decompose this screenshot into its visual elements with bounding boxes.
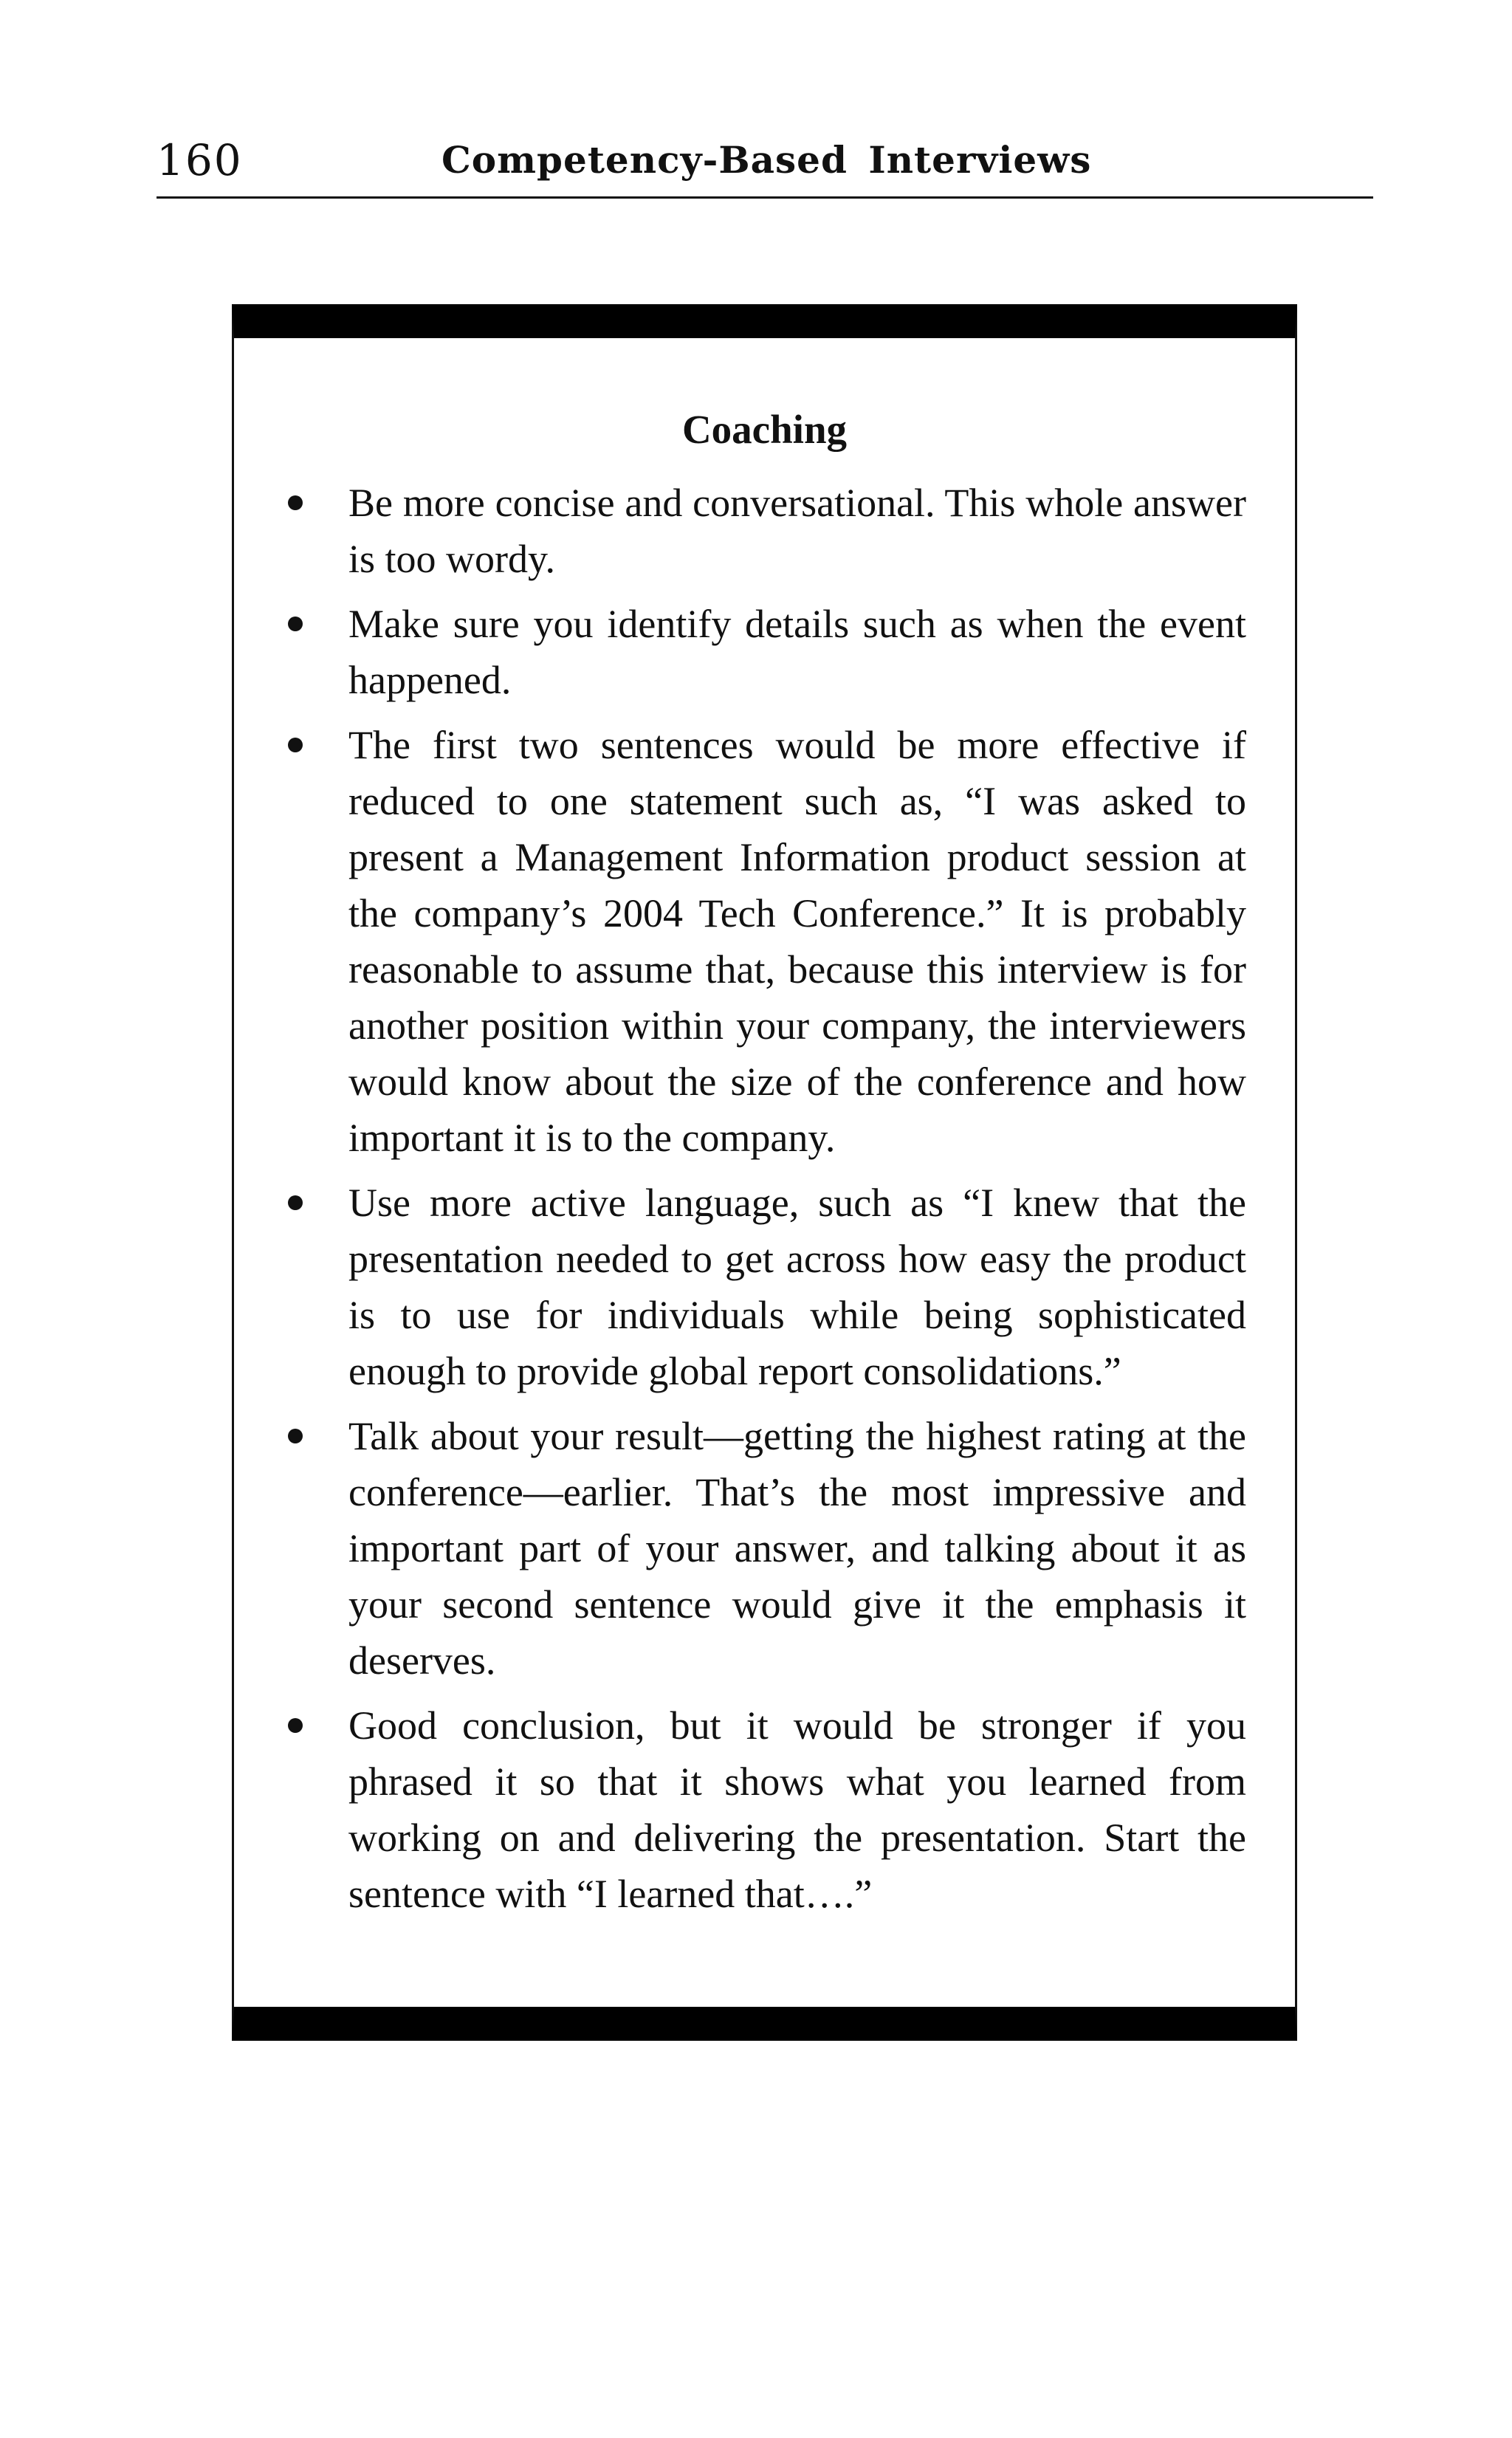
bullet-icon xyxy=(288,495,303,510)
book-title: Competency-Based Interviews xyxy=(441,138,1092,182)
bullet-icon xyxy=(288,1718,303,1733)
list-item xyxy=(348,717,1246,1166)
coaching-list xyxy=(234,475,1295,1931)
bullet-icon xyxy=(288,1195,303,1210)
coaching-box xyxy=(232,304,1297,2041)
list-item-text: The first two sentences would be more effective if reduced to one statement such as, “I was asked to present a Management Information product session at the company’s 2004 Tech Conference.” It is probably reasonable to assume that, because this interview is for another position within your company, the interviewers would know about the size of the conference and how important it is to the company. xyxy=(348,723,1246,1160)
list-item-text: Talk about your result—getting the highest rating at the conference—earlier. That’s the most impressive and important part of your answer, and talking about it as your second sentence would give it the emphasis it deserves. xyxy=(348,1414,1246,1683)
page-number: 160 xyxy=(157,135,243,185)
list-item xyxy=(348,475,1246,587)
running-head xyxy=(157,135,1373,199)
bullet-icon xyxy=(288,738,303,752)
list-item-text: Make sure you identify details such as when the event happened. xyxy=(348,602,1246,702)
list-item-text: Be more concise and conversational. This whole answer is too wordy. xyxy=(348,481,1246,581)
bullet-icon xyxy=(288,1429,303,1443)
bullet-icon xyxy=(288,617,303,631)
coaching-title: Coaching xyxy=(681,407,848,452)
list-item xyxy=(348,1697,1246,1922)
list-item xyxy=(348,596,1246,708)
list-item-text: Good conclusion, but it would be stronger if you phrased it so that it shows what you learned from working on and delivering the presentation. Start the sentence with “I learned that….” xyxy=(348,1703,1246,1916)
list-item-text: Use more active language, such as “I knew that the presentation needed to get across how easy the product is to use for individuals while being sophisticated enough to provide global report consolidations.” xyxy=(348,1181,1246,1393)
list-item xyxy=(348,1175,1246,1399)
list-item xyxy=(348,1408,1246,1689)
